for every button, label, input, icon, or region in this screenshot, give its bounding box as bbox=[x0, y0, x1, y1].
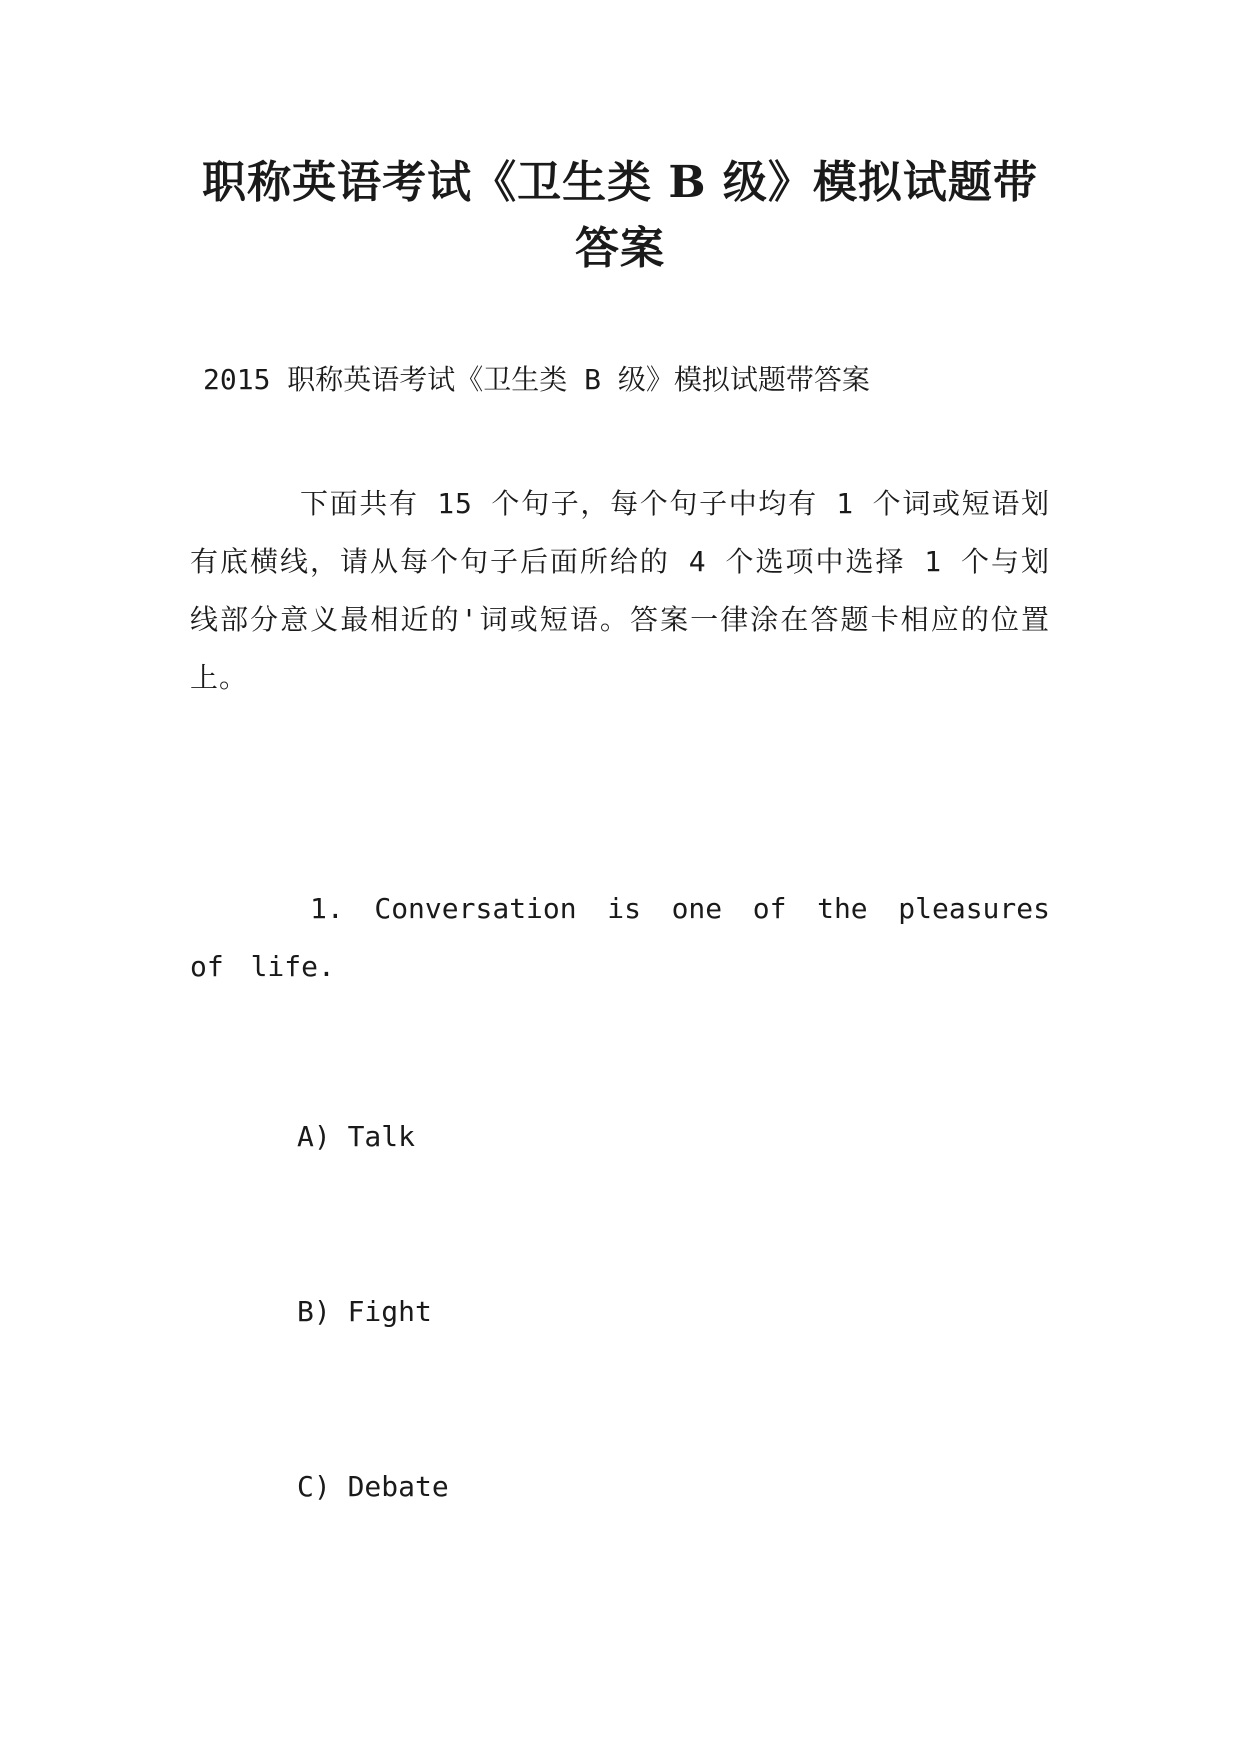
instructions-paragraph: 下面共有 15 个句子，每个句子中均有 1 个词或短语划有底横线，请从每个句子后面所给的 4 个选项中选择 1 个与划线部分意义最相近的'词或短语。答案一律涂在答题卡相应的位置上。 bbox=[190, 487, 1050, 694]
question-1-option-c: C) Debate bbox=[297, 1470, 449, 1503]
document-subtitle: 2015 职称英语考试《卫生类 B 级》模拟试题带答案 bbox=[203, 363, 870, 396]
document-title: 职称英语考试《卫生类 B 级》模拟试题带答案 bbox=[202, 157, 1038, 274]
question-1-option-a: A) Talk bbox=[297, 1120, 416, 1153]
question-1-option-b: B) Fight bbox=[297, 1295, 432, 1328]
question-1-text: 1. Conversation is one of the pleasures of life. bbox=[190, 892, 1050, 983]
